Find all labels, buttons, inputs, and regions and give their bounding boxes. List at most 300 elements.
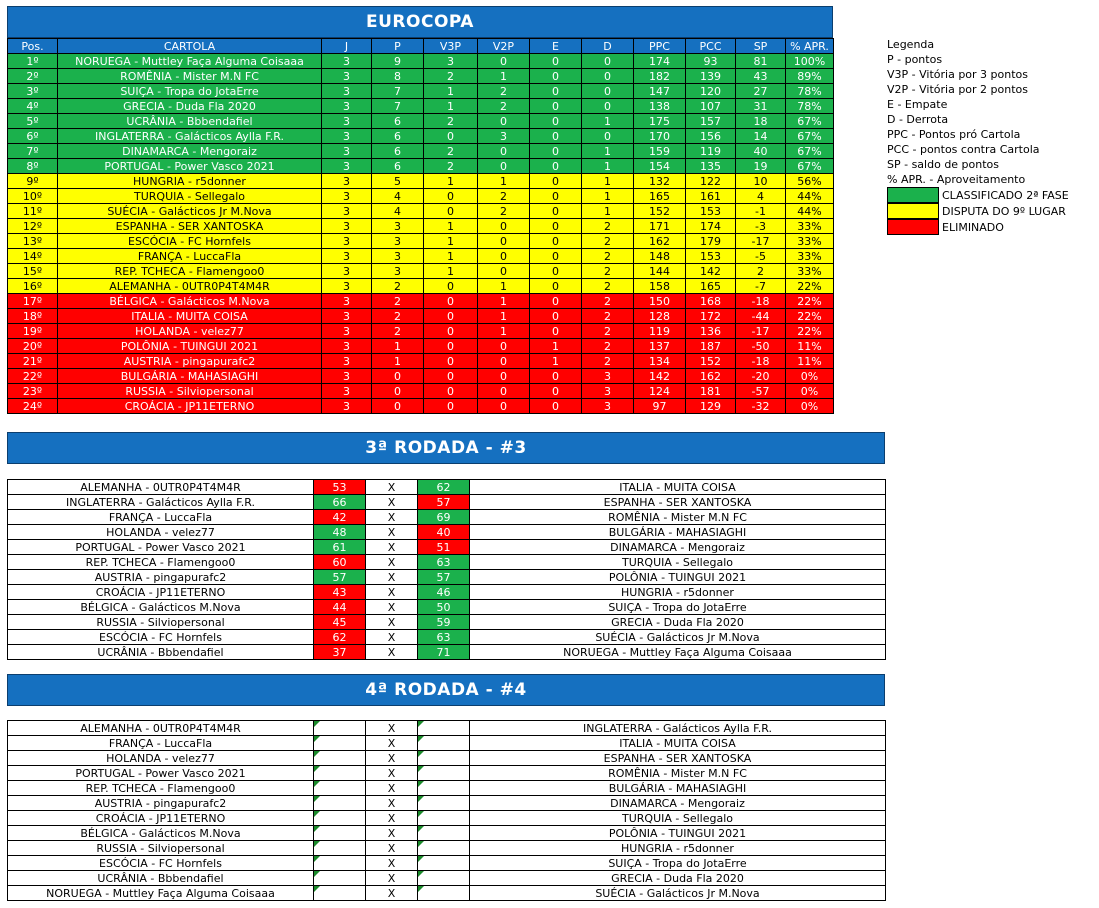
cell-v3p: 2 <box>424 69 478 84</box>
cell-pos: 10º <box>8 189 58 204</box>
cell-v2p: 1 <box>478 279 530 294</box>
home-score: 42 <box>314 510 366 525</box>
home-score: 43 <box>314 585 366 600</box>
versus: X <box>366 600 418 615</box>
home-team: PORTUGAL - Power Vasco 2021 <box>8 540 314 555</box>
cell-p: 1 <box>372 354 424 369</box>
cell-ppc: 165 <box>634 189 686 204</box>
cell-ppc: 142 <box>634 369 686 384</box>
away-score: 63 <box>418 630 470 645</box>
cell-pos: 24º <box>8 399 58 414</box>
cell-v3p: 0 <box>424 324 478 339</box>
cell-apr: 67% <box>786 159 834 174</box>
page-title: EUROCOPA <box>7 6 833 38</box>
away-team: ITALIA - MUITA COISA <box>470 480 886 495</box>
cell-ppc: 152 <box>634 204 686 219</box>
table-row <box>8 339 834 354</box>
table-row <box>8 309 834 324</box>
cell-v2p: 0 <box>478 54 530 69</box>
cell-team: BULGÁRIA - MAHASIAGHI <box>58 369 322 384</box>
cell-pcc: 179 <box>686 234 736 249</box>
away-score: 51 <box>418 540 470 555</box>
home-score-empty <box>314 796 366 811</box>
versus: X <box>366 826 418 841</box>
match-row <box>8 841 886 856</box>
cell-team: HUNGRIA - r5donner <box>58 174 322 189</box>
column-header: D <box>582 39 634 54</box>
home-team: PORTUGAL - Power Vasco 2021 <box>8 766 314 781</box>
match-row <box>8 856 886 871</box>
away-score-empty <box>418 766 470 781</box>
cell-ppc: 162 <box>634 234 686 249</box>
away-score: 59 <box>418 615 470 630</box>
cell-apr: 0% <box>786 369 834 384</box>
cell-pos: 16º <box>8 279 58 294</box>
away-team: SUIÇA - Tropa do JotaErre <box>470 856 886 871</box>
match-row <box>8 751 886 766</box>
cell-e: 0 <box>530 249 582 264</box>
versus: X <box>366 841 418 856</box>
match-row <box>8 886 886 901</box>
cell-pos: 8º <box>8 159 58 174</box>
cell-p: 0 <box>372 369 424 384</box>
cell-sp: 19 <box>736 159 786 174</box>
table-row <box>8 369 834 384</box>
cell-ppc: 144 <box>634 264 686 279</box>
cell-pcc: 120 <box>686 84 736 99</box>
cell-ppc: 174 <box>634 54 686 69</box>
cell-v2p: 0 <box>478 219 530 234</box>
away-team: ESPANHA - SER XANTOSKA <box>470 751 886 766</box>
cell-v2p: 2 <box>478 99 530 114</box>
home-team: BÉLGICA - Galácticos M.Nova <box>8 600 314 615</box>
cell-p: 4 <box>372 189 424 204</box>
away-team: TURQUIA - Sellegalo <box>470 811 886 826</box>
table-row <box>8 144 834 159</box>
cell-sp: 10 <box>736 174 786 189</box>
cell-ppc: 128 <box>634 309 686 324</box>
cell-pos: 1º <box>8 54 58 69</box>
cell-apr: 33% <box>786 264 834 279</box>
cell-team: BÉLGICA - Galácticos M.Nova <box>58 294 322 309</box>
cell-pos: 17º <box>8 294 58 309</box>
away-score-empty <box>418 781 470 796</box>
cell-v3p: 0 <box>424 384 478 399</box>
cell-v2p: 0 <box>478 249 530 264</box>
cell-v3p: 3 <box>424 54 478 69</box>
cell-pos: 21º <box>8 354 58 369</box>
away-team: SUÉCIA - Galácticos Jr M.Nova <box>470 886 886 901</box>
cell-d: 1 <box>582 189 634 204</box>
cell-d: 1 <box>582 114 634 129</box>
cell-ppc: 154 <box>634 159 686 174</box>
cell-d: 2 <box>582 339 634 354</box>
home-score-empty <box>314 721 366 736</box>
cell-v2p: 1 <box>478 309 530 324</box>
cell-p: 3 <box>372 249 424 264</box>
cell-j: 3 <box>322 249 372 264</box>
away-score: 62 <box>418 480 470 495</box>
cell-team: ESPANHA - SER XANTOSKA <box>58 219 322 234</box>
versus: X <box>366 615 418 630</box>
home-score-empty <box>314 886 366 901</box>
cell-p: 7 <box>372 99 424 114</box>
cell-d: 3 <box>582 399 634 414</box>
cell-apr: 67% <box>786 129 834 144</box>
cell-d: 2 <box>582 234 634 249</box>
cell-team: AUSTRIA - pingapurafc2 <box>58 354 322 369</box>
cell-pcc: 187 <box>686 339 736 354</box>
cell-e: 0 <box>530 294 582 309</box>
cell-pcc: 142 <box>686 264 736 279</box>
home-score: 44 <box>314 600 366 615</box>
table-row <box>8 174 834 189</box>
cell-sp: 27 <box>736 84 786 99</box>
column-header: SP <box>736 39 786 54</box>
round-3-matches-table <box>7 479 886 660</box>
match-row <box>8 510 886 525</box>
cell-p: 5 <box>372 174 424 189</box>
cell-pos: 15º <box>8 264 58 279</box>
cell-apr: 0% <box>786 399 834 414</box>
cell-j: 3 <box>322 339 372 354</box>
cell-e: 1 <box>530 354 582 369</box>
cell-e: 0 <box>530 99 582 114</box>
table-row <box>8 324 834 339</box>
away-team: POLÔNIA - TUINGUI 2021 <box>470 570 886 585</box>
home-score-empty <box>314 811 366 826</box>
cell-sp: -57 <box>736 384 786 399</box>
cell-e: 0 <box>530 204 582 219</box>
table-row <box>8 279 834 294</box>
versus: X <box>366 495 418 510</box>
table-row <box>8 399 834 414</box>
cell-team: ALEMANHA - 0UTR0P4T4M4R <box>58 279 322 294</box>
cell-team: ROMÊNIA - Mister M.N FC <box>58 69 322 84</box>
cell-pcc: 156 <box>686 129 736 144</box>
versus: X <box>366 886 418 901</box>
cell-v3p: 1 <box>424 174 478 189</box>
cell-ppc: 134 <box>634 354 686 369</box>
column-header: J <box>322 39 372 54</box>
round-4-title: 4ª RODADA - #4 <box>7 674 885 706</box>
cell-j: 3 <box>322 369 372 384</box>
cell-p: 7 <box>372 84 424 99</box>
cell-pos: 4º <box>8 99 58 114</box>
away-team: GRECIA - Duda Fla 2020 <box>470 615 886 630</box>
away-score: 57 <box>418 495 470 510</box>
cell-v3p: 1 <box>424 234 478 249</box>
cell-pcc: 174 <box>686 219 736 234</box>
home-team: FRANÇA - LuccaFla <box>8 736 314 751</box>
cell-ppc: 171 <box>634 219 686 234</box>
away-team: HUNGRIA - r5donner <box>470 585 886 600</box>
home-team: RUSSIA - Silviopersonal <box>8 841 314 856</box>
home-team: RUSSIA - Silviopersonal <box>8 615 314 630</box>
cell-v2p: 0 <box>478 369 530 384</box>
legend-swatch <box>887 203 939 219</box>
match-row <box>8 721 886 736</box>
cell-e: 0 <box>530 399 582 414</box>
cell-apr: 0% <box>786 384 834 399</box>
versus: X <box>366 721 418 736</box>
versus: X <box>366 525 418 540</box>
cell-v2p: 0 <box>478 354 530 369</box>
cell-j: 3 <box>322 324 372 339</box>
cell-v2p: 1 <box>478 324 530 339</box>
cell-j: 3 <box>322 129 372 144</box>
cell-sp: -32 <box>736 399 786 414</box>
cell-v2p: 1 <box>478 69 530 84</box>
away-team: SUIÇA - Tropa do JotaErre <box>470 600 886 615</box>
cell-e: 0 <box>530 144 582 159</box>
versus: X <box>366 630 418 645</box>
column-header: P <box>372 39 424 54</box>
cell-p: 6 <box>372 144 424 159</box>
away-score: 63 <box>418 555 470 570</box>
away-score: 69 <box>418 510 470 525</box>
cell-j: 3 <box>322 309 372 324</box>
column-header: Pos. <box>8 39 58 54</box>
cell-pos: 6º <box>8 129 58 144</box>
cell-sp: -1 <box>736 204 786 219</box>
cell-pcc: 168 <box>686 294 736 309</box>
versus: X <box>366 540 418 555</box>
cell-sp: 40 <box>736 144 786 159</box>
cell-v3p: 0 <box>424 294 478 309</box>
cell-pcc: 129 <box>686 399 736 414</box>
cell-v2p: 3 <box>478 129 530 144</box>
cell-team: FRANÇA - LuccaFla <box>58 249 322 264</box>
legend-line: SP - saldo de pontos <box>887 158 1000 171</box>
cell-apr: 11% <box>786 339 834 354</box>
cell-d: 3 <box>582 369 634 384</box>
cell-sp: -3 <box>736 219 786 234</box>
cell-apr: 56% <box>786 174 834 189</box>
cell-p: 6 <box>372 129 424 144</box>
table-row <box>8 354 834 369</box>
standings-table <box>7 38 834 414</box>
cell-sp: -50 <box>736 339 786 354</box>
cell-sp: -20 <box>736 369 786 384</box>
cell-pcc: 161 <box>686 189 736 204</box>
cell-sp: -17 <box>736 234 786 249</box>
cell-pos: 14º <box>8 249 58 264</box>
table-row <box>8 99 834 114</box>
away-team: SUÉCIA - Galácticos Jr M.Nova <box>470 630 886 645</box>
cell-e: 0 <box>530 54 582 69</box>
home-team: CROÁCIA - JP11ETERNO <box>8 585 314 600</box>
cell-pos: 13º <box>8 234 58 249</box>
away-team: HUNGRIA - r5donner <box>470 841 886 856</box>
cell-j: 3 <box>322 189 372 204</box>
cell-pos: 2º <box>8 69 58 84</box>
match-row <box>8 645 886 660</box>
home-score: 48 <box>314 525 366 540</box>
away-score: 57 <box>418 570 470 585</box>
cell-apr: 67% <box>786 114 834 129</box>
cell-j: 3 <box>322 174 372 189</box>
cell-ppc: 175 <box>634 114 686 129</box>
cell-v3p: 0 <box>424 339 478 354</box>
versus: X <box>366 555 418 570</box>
column-header: CARTOLA <box>58 39 322 54</box>
cell-pos: 7º <box>8 144 58 159</box>
legend-line: V3P - Vitória por 3 pontos <box>887 68 1029 81</box>
cell-apr: 33% <box>786 234 834 249</box>
cell-j: 3 <box>322 99 372 114</box>
cell-sp: 43 <box>736 69 786 84</box>
cell-v3p: 1 <box>424 99 478 114</box>
cell-sp: 18 <box>736 114 786 129</box>
cell-apr: 100% <box>786 54 834 69</box>
cell-apr: 44% <box>786 204 834 219</box>
cell-team: HOLANDA - velez77 <box>58 324 322 339</box>
cell-d: 2 <box>582 279 634 294</box>
cell-team: POLÔNIA - TUINGUI 2021 <box>58 339 322 354</box>
cell-pcc: 93 <box>686 54 736 69</box>
away-score-empty <box>418 751 470 766</box>
cell-p: 0 <box>372 399 424 414</box>
home-score: 57 <box>314 570 366 585</box>
match-row <box>8 796 886 811</box>
cell-apr: 33% <box>786 249 834 264</box>
match-row <box>8 615 886 630</box>
home-score: 66 <box>314 495 366 510</box>
cell-p: 0 <box>372 384 424 399</box>
cell-ppc: 147 <box>634 84 686 99</box>
home-score: 53 <box>314 480 366 495</box>
away-team: BULGÁRIA - MAHASIAGHI <box>470 525 886 540</box>
cell-pcc: 122 <box>686 174 736 189</box>
away-team: BULGÁRIA - MAHASIAGHI <box>470 781 886 796</box>
cell-e: 0 <box>530 159 582 174</box>
cell-v2p: 0 <box>478 114 530 129</box>
away-score-empty <box>418 871 470 886</box>
match-row <box>8 570 886 585</box>
cell-pos: 22º <box>8 369 58 384</box>
cell-v3p: 2 <box>424 144 478 159</box>
home-score-empty <box>314 736 366 751</box>
home-team: AUSTRIA - pingapurafc2 <box>8 570 314 585</box>
cell-v2p: 2 <box>478 189 530 204</box>
cell-pos: 9º <box>8 174 58 189</box>
cell-sp: 31 <box>736 99 786 114</box>
cell-v2p: 2 <box>478 84 530 99</box>
versus: X <box>366 510 418 525</box>
cell-d: 1 <box>582 174 634 189</box>
home-team: FRANÇA - LuccaFla <box>8 510 314 525</box>
away-team: POLÔNIA - TUINGUI 2021 <box>470 826 886 841</box>
away-score-empty <box>418 796 470 811</box>
cell-e: 0 <box>530 279 582 294</box>
away-score-empty <box>418 811 470 826</box>
cell-apr: 11% <box>786 354 834 369</box>
versus: X <box>366 570 418 585</box>
cell-j: 3 <box>322 69 372 84</box>
home-team: REP. TCHECA - Flamengoo0 <box>8 555 314 570</box>
away-team: GRECIA - Duda Fla 2020 <box>470 871 886 886</box>
versus: X <box>366 736 418 751</box>
table-row <box>8 294 834 309</box>
standings-header-row <box>8 39 834 54</box>
column-header: PCC <box>686 39 736 54</box>
cell-v2p: 0 <box>478 264 530 279</box>
away-team: ITALIA - MUITA COISA <box>470 736 886 751</box>
cell-j: 3 <box>322 54 372 69</box>
away-score: 50 <box>418 600 470 615</box>
cell-p: 8 <box>372 69 424 84</box>
cell-p: 3 <box>372 234 424 249</box>
legend-key <box>887 187 1097 203</box>
cell-d: 0 <box>582 54 634 69</box>
table-row <box>8 204 834 219</box>
away-score-empty <box>418 736 470 751</box>
column-header: % APR. <box>786 39 834 54</box>
home-team: UCRÂNIA - Bbbendafiel <box>8 645 314 660</box>
table-row <box>8 54 834 69</box>
away-score-empty <box>418 721 470 736</box>
cell-pcc: 135 <box>686 159 736 174</box>
cell-ppc: 159 <box>634 144 686 159</box>
away-score-empty <box>418 841 470 856</box>
cell-sp: 4 <box>736 189 786 204</box>
cell-v2p: 0 <box>478 159 530 174</box>
cell-d: 2 <box>582 294 634 309</box>
home-team: ESCÓCIA - FC Hornfels <box>8 630 314 645</box>
cell-j: 3 <box>322 264 372 279</box>
cell-v3p: 0 <box>424 309 478 324</box>
away-team: ROMÊNIA - Mister M.N FC <box>470 510 886 525</box>
home-score: 45 <box>314 615 366 630</box>
table-row <box>8 189 834 204</box>
table-row <box>8 114 834 129</box>
legend-line: PCC - pontos contra Cartola <box>887 143 1040 156</box>
cell-pcc: 157 <box>686 114 736 129</box>
versus: X <box>366 751 418 766</box>
home-score: 61 <box>314 540 366 555</box>
versus: X <box>366 645 418 660</box>
legend-line: PPC - Pontos pró Cartola <box>887 128 1021 141</box>
cell-pcc: 165 <box>686 279 736 294</box>
cell-sp: 14 <box>736 129 786 144</box>
cell-pcc: 162 <box>686 369 736 384</box>
cell-e: 0 <box>530 174 582 189</box>
cell-v3p: 0 <box>424 279 478 294</box>
cell-pcc: 136 <box>686 324 736 339</box>
cell-team: UCRÂNIA - Bbbendafiel <box>58 114 322 129</box>
cell-j: 3 <box>322 399 372 414</box>
cell-v3p: 1 <box>424 219 478 234</box>
cell-sp: -7 <box>736 279 786 294</box>
column-header: E <box>530 39 582 54</box>
cell-j: 3 <box>322 294 372 309</box>
cell-pos: 20º <box>8 339 58 354</box>
cell-d: 1 <box>582 144 634 159</box>
cell-v3p: 1 <box>424 264 478 279</box>
match-row <box>8 781 886 796</box>
versus: X <box>366 480 418 495</box>
cell-j: 3 <box>322 219 372 234</box>
cell-apr: 33% <box>786 219 834 234</box>
away-team: DINAMARCA - Mengoraiz <box>470 540 886 555</box>
legend-line: % APR. - Aproveitamento <box>887 173 1026 186</box>
cell-v3p: 2 <box>424 114 478 129</box>
legend-swatch <box>887 187 939 203</box>
cell-pos: 3º <box>8 84 58 99</box>
cell-d: 2 <box>582 309 634 324</box>
column-header: V2P <box>478 39 530 54</box>
